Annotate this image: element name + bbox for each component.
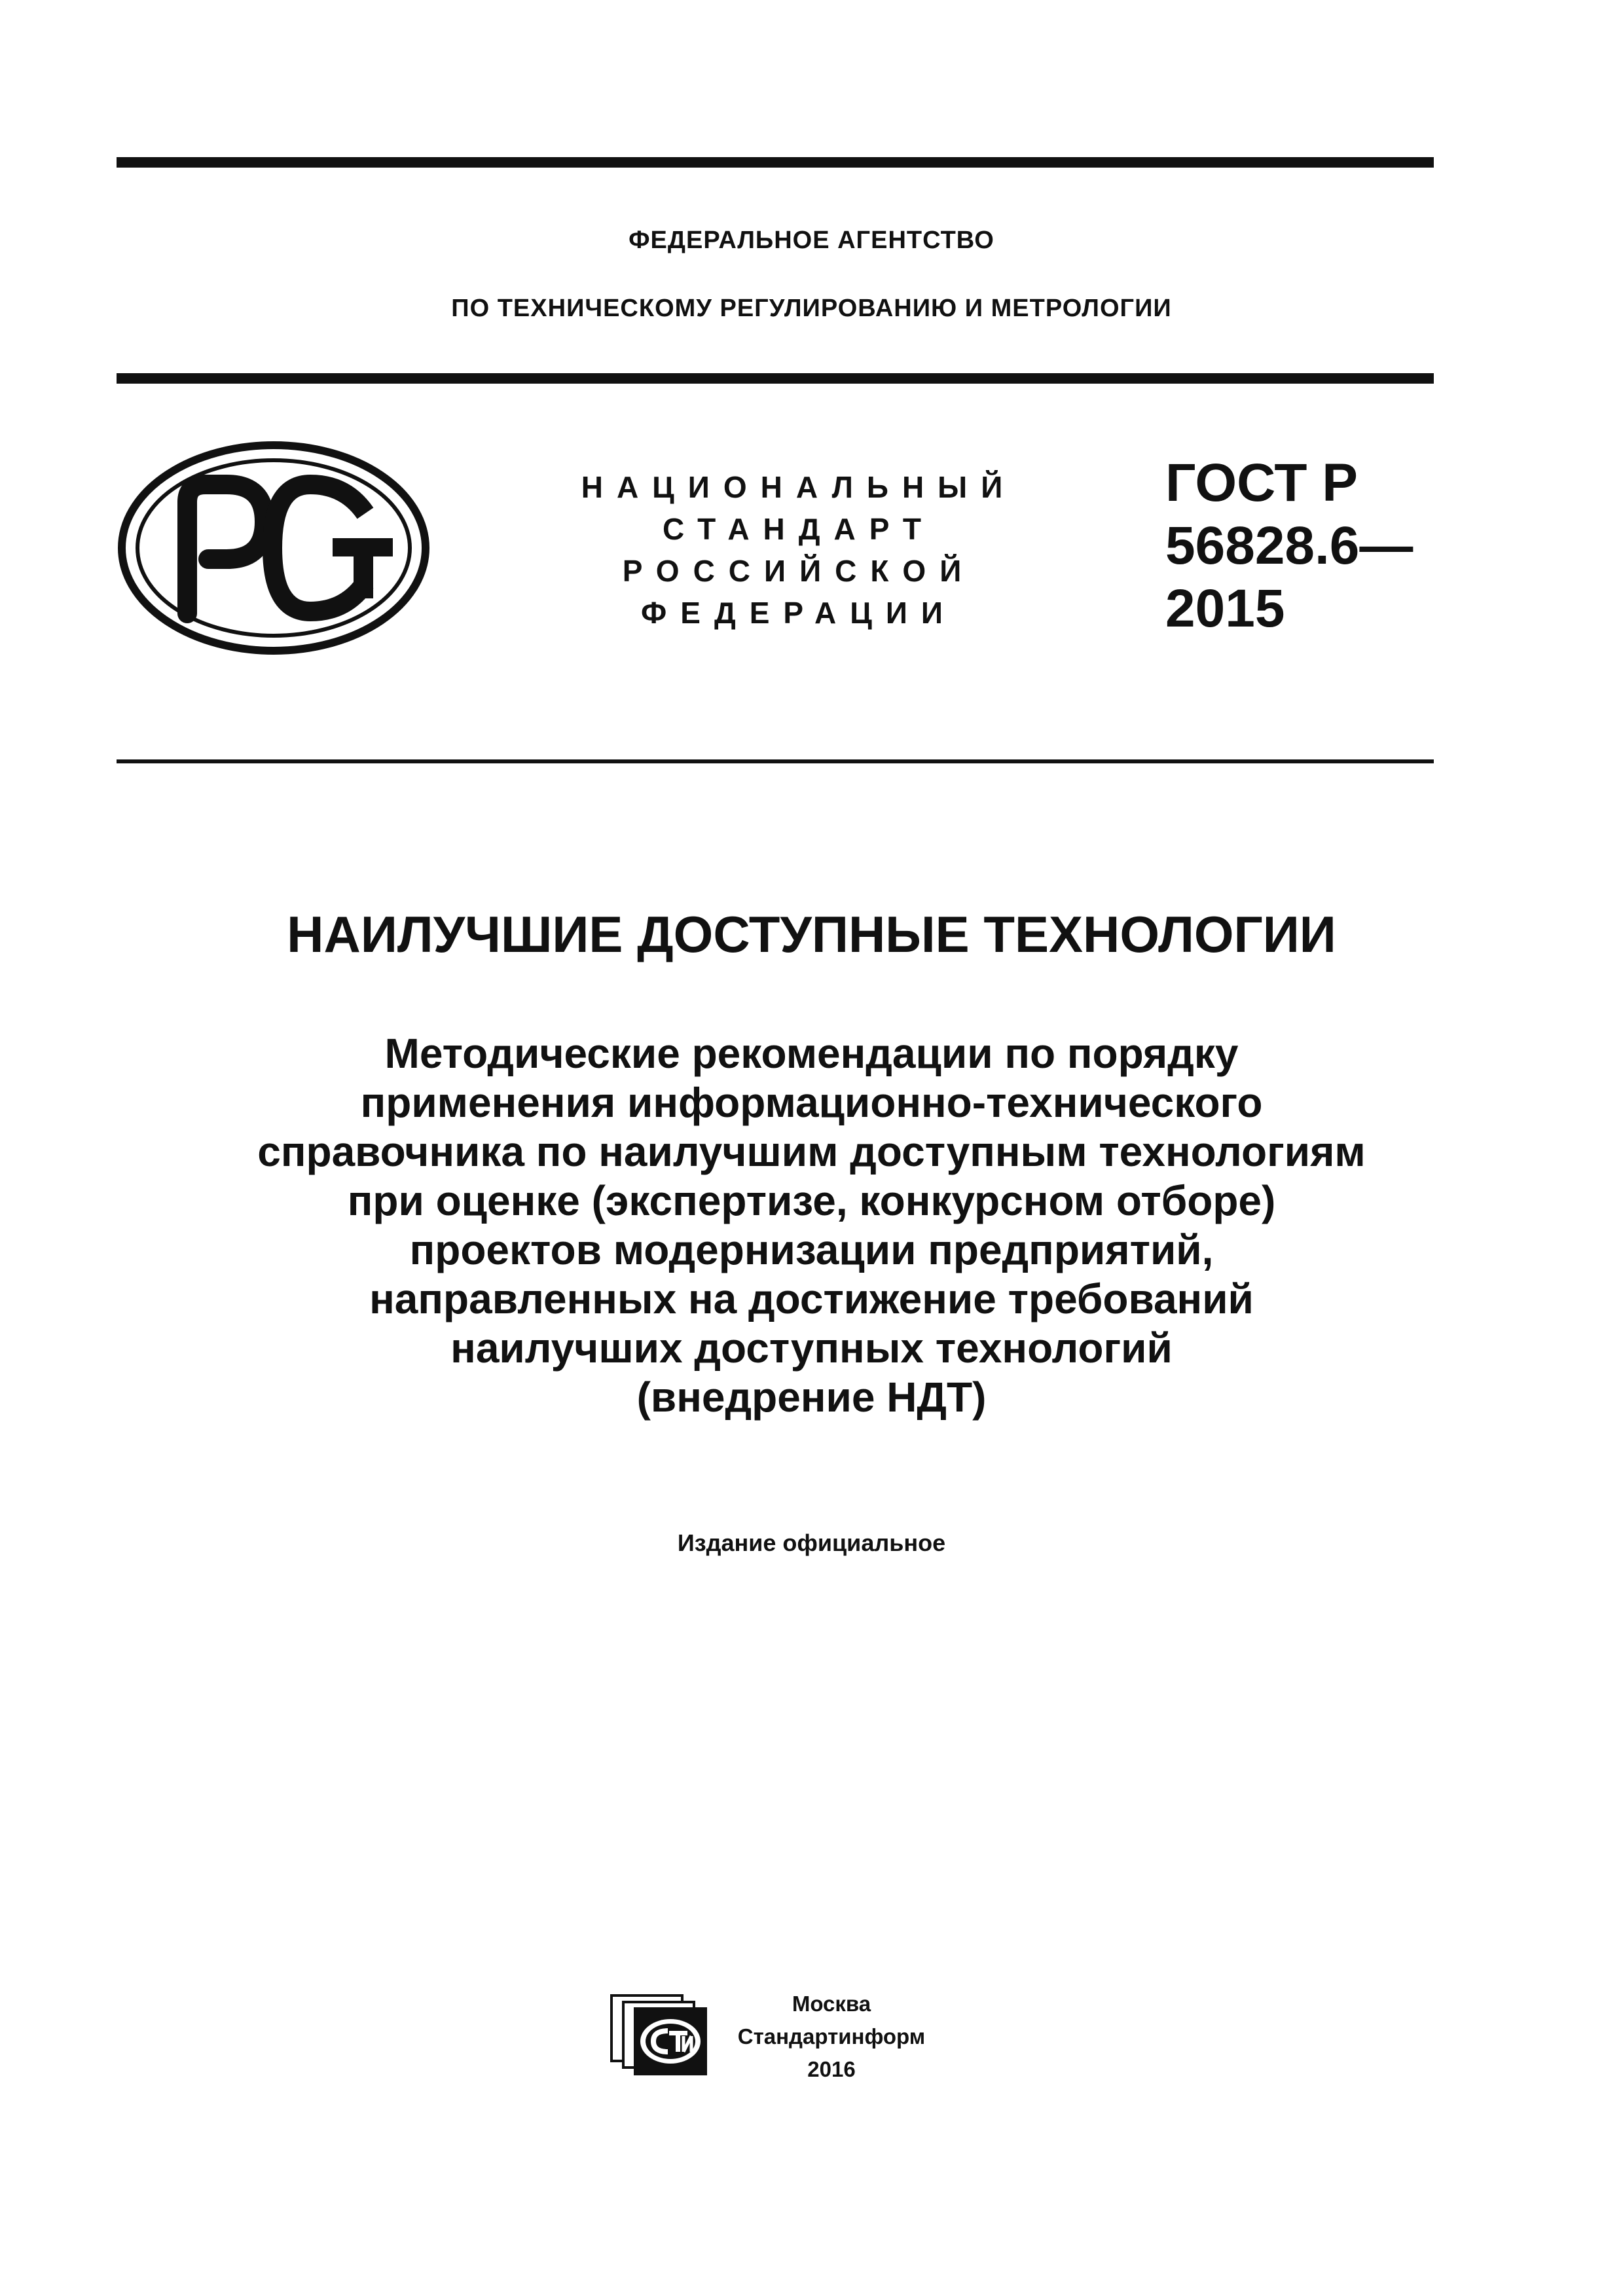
subtitle-line-7: наилучших доступных технологий — [450, 1324, 1173, 1372]
publisher-name: Стандартинформ — [737, 2024, 926, 2049]
subtitle-line-5: проектов модернизации предприятий, — [409, 1226, 1214, 1273]
subtitle-line-4: при оценке (экспертизе, конкурсном отборе) — [347, 1177, 1276, 1224]
agency-name-line-2: ПО ТЕХНИЧЕСКОМУ РЕГУЛИРОВАНИЮ И МЕТРОЛОГИИ — [451, 295, 1172, 322]
standard-code-line-2: 56828.6— — [1165, 516, 1413, 575]
document-main-title: НАИЛУЧШИЕ ДОСТУПНЫЕ ТЕХНОЛОГИИ — [287, 905, 1336, 963]
standard-code — [1165, 452, 1413, 640]
national-line-1: НАЦИОНАЛЬНЫЙ — [581, 470, 1017, 504]
subtitle-line-8: (внедрение НДТ) — [636, 1374, 987, 1421]
agency-name-line-1: ФЕДЕРАЛЬНОЕ АГЕНТСТВО — [629, 227, 994, 254]
publisher-city: Москва — [792, 1992, 871, 2016]
subtitle-line-1: Методические рекомендации по порядку — [384, 1030, 1239, 1077]
edition-note: Издание официальное — [677, 1529, 946, 1556]
subtitle-line-6: направленных на достижение требований — [369, 1275, 1254, 1322]
top-rule — [117, 157, 1434, 168]
standartinform-logo-icon — [610, 1994, 707, 2075]
national-line-2: СТАНДАРТ — [663, 512, 935, 546]
document-subtitle — [0, 1029, 1623, 1422]
national-line-3: РОССИЙСКОЙ — [622, 554, 976, 588]
publisher-year: 2016 — [807, 2057, 856, 2081]
standard-code-line-1: ГОСТ Р — [1165, 453, 1358, 513]
standard-code-line-3: 2015 — [1165, 579, 1285, 638]
subtitle-line-3: справочника по наилучшим доступным технологиям — [257, 1128, 1366, 1175]
gost-r-logo-icon — [117, 440, 431, 656]
subtitle-line-2: применения информационно-технического — [360, 1079, 1263, 1126]
publisher-block — [707, 1988, 956, 2086]
title-block-rule — [117, 759, 1434, 763]
national-standard-label — [550, 466, 1048, 634]
national-line-4: ФЕДЕРАЦИИ — [641, 596, 957, 630]
header-rule — [117, 373, 1434, 384]
